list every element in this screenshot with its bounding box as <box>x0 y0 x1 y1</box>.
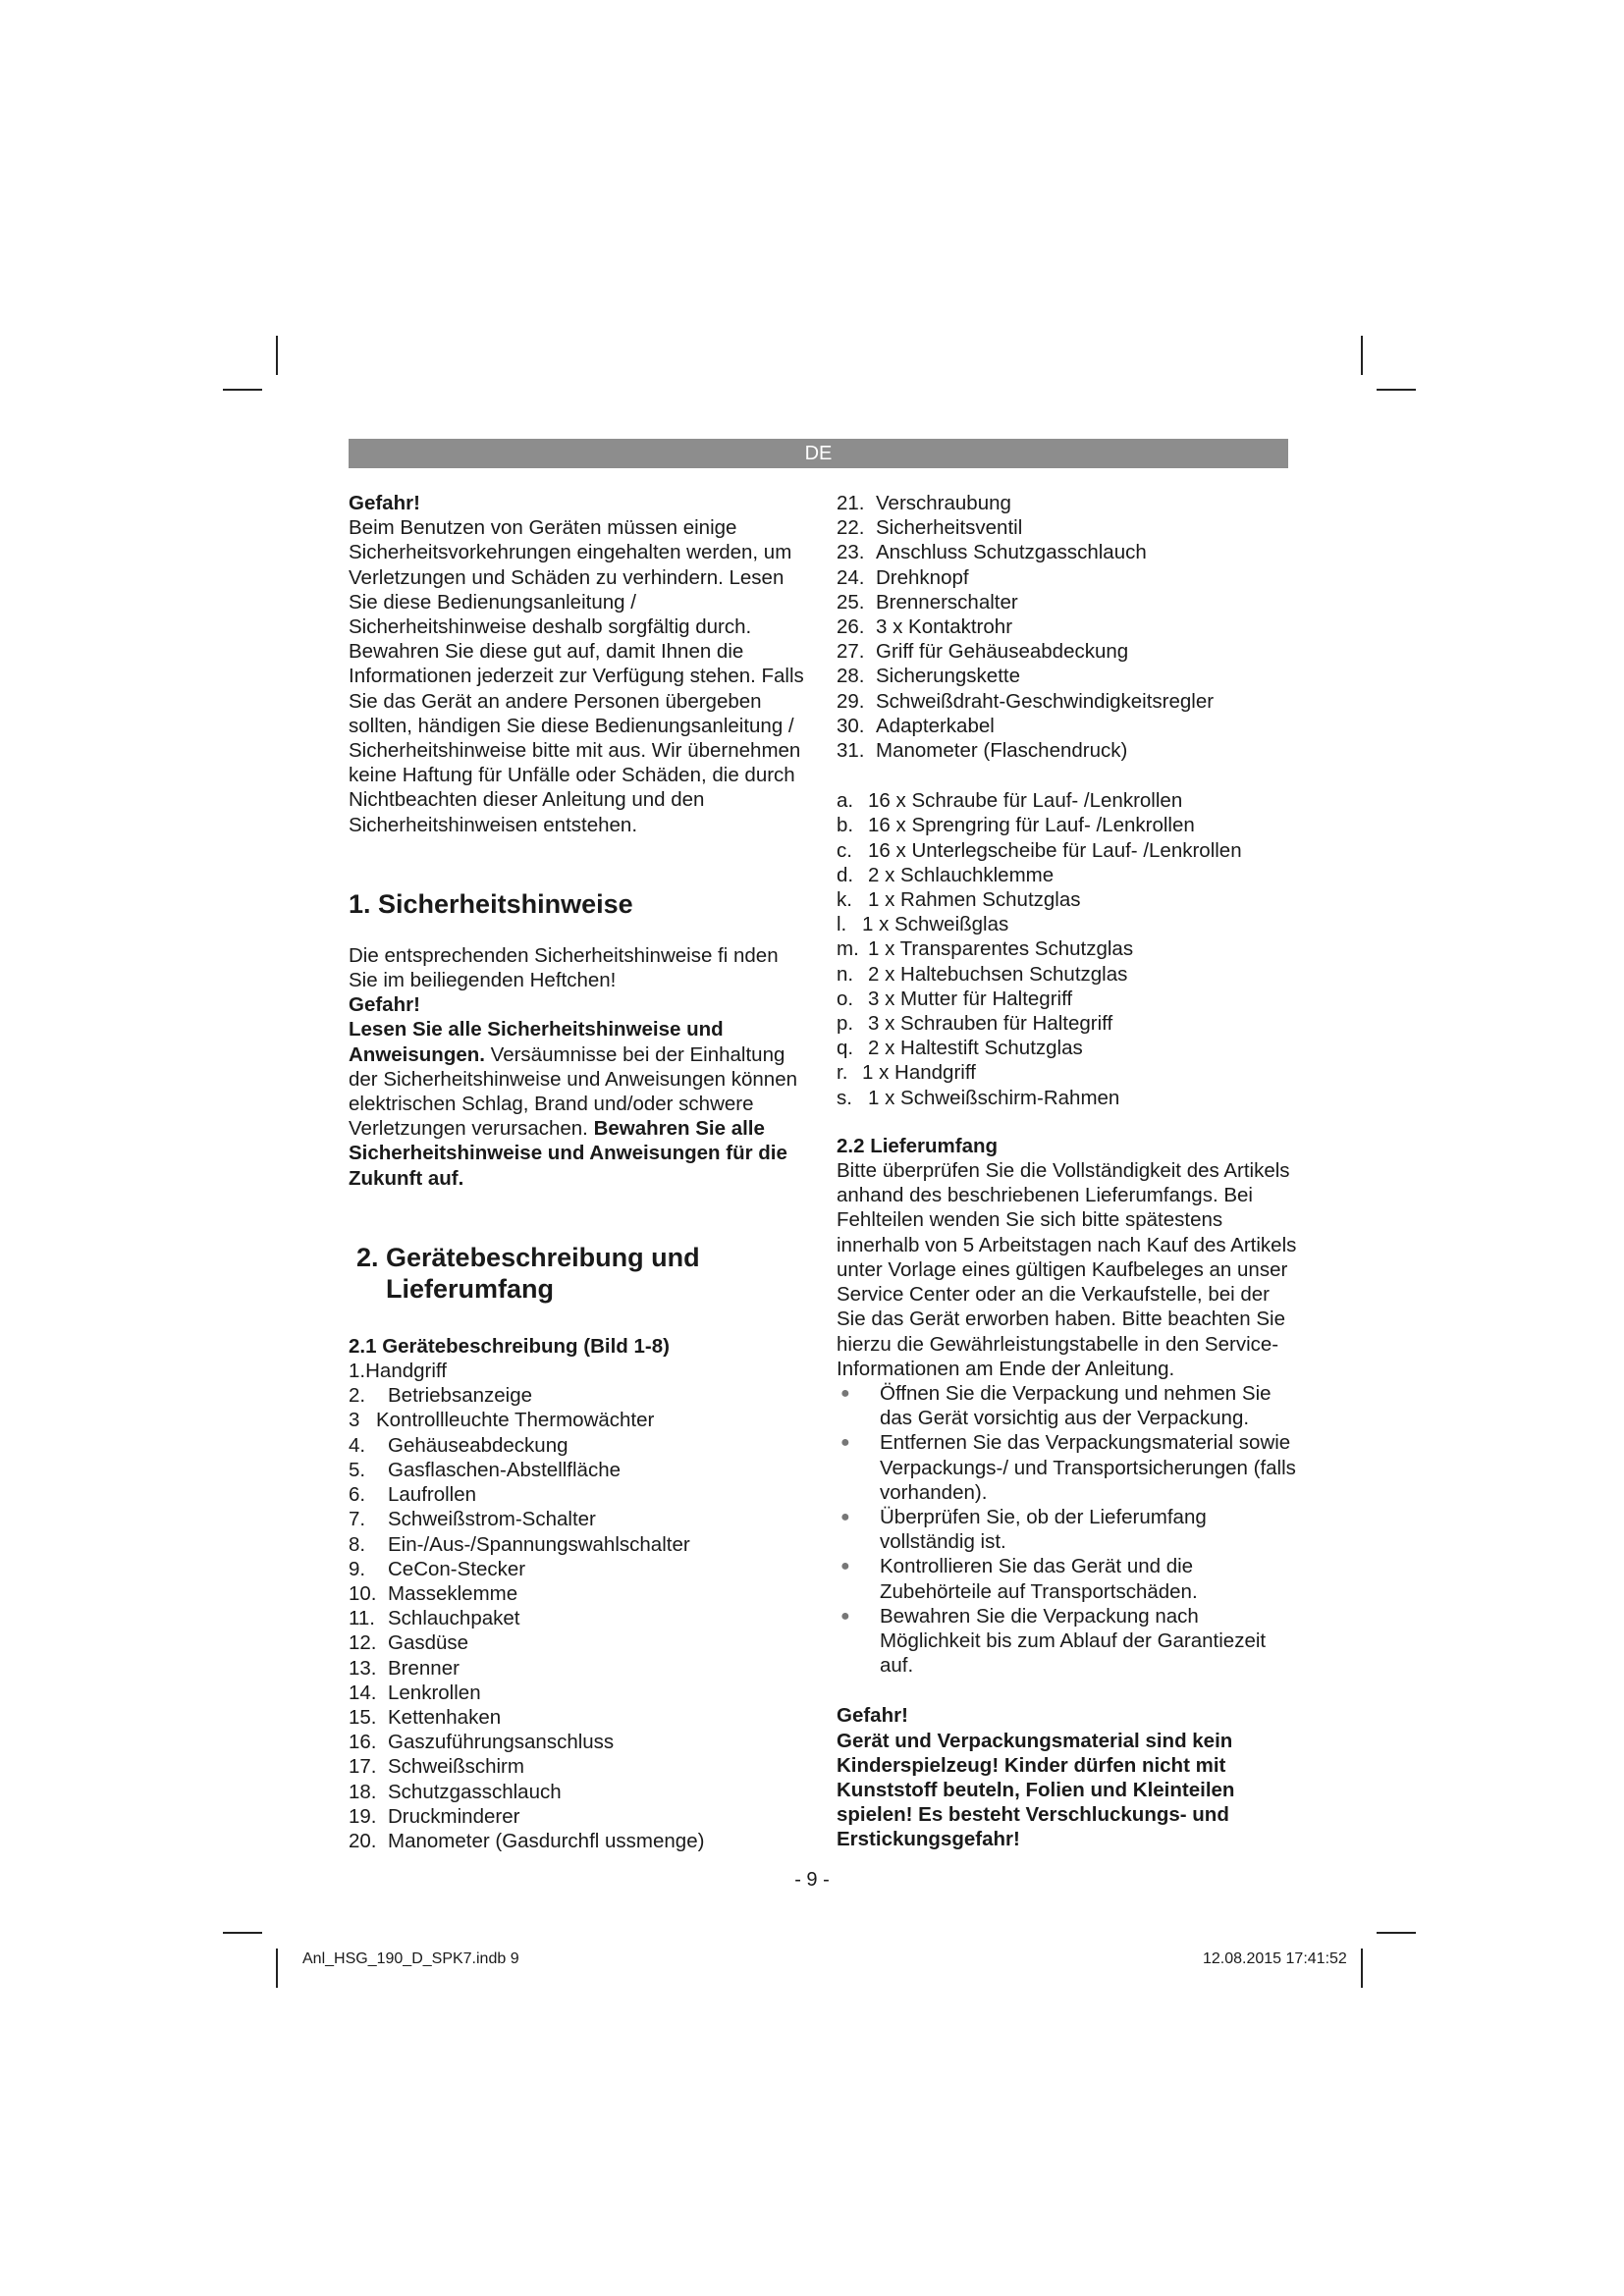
list-item: q. 2 x Haltestift Schutzglas <box>837 1037 1083 1060</box>
list-item: ● Überprüfen Sie, ob der Lieferumfang vollständig ist. <box>837 1505 1298 1554</box>
crop-mark <box>276 1949 278 1988</box>
section-heading-line-1: 2. Gerätebeschreibung und <box>356 1242 700 1272</box>
left-column <box>349 491 810 1853</box>
crop-mark <box>276 336 278 375</box>
list-item: o. 3 x Mutter für Haltegriff <box>837 987 1073 1010</box>
list-item: ● Entfernen Sie das Verpackungsmaterial sowie Verpackungs-/ und Transportsicherungen (falls vorhanden). <box>837 1430 1298 1505</box>
bullet-icon: ● <box>840 1607 850 1625</box>
list-item: 15. Kettenhaken <box>349 1705 502 1729</box>
list-item: a. 16 x Schraube für Lauf- /Lenkrollen <box>837 789 1183 813</box>
footer-filename: Anl_HSG_190_D_SPK7.indb 9 <box>302 1950 519 1967</box>
list-item: l. 1 x Schweißglas <box>837 913 1009 936</box>
list-item: 21. Verschraubung <box>837 492 1011 514</box>
parts-list-continued <box>837 491 1298 763</box>
delivery-text: Bitte überprüfen Sie die Vollständigkeit des Artikels anhand des beschriebenen Lieferumfangs. Bei Fehlteilen wenden Sie sich bitte spätestens innerhalb von 5 Arbeitstagen nach Kauf des Artikels unter Vorlage eines gültigen Kaufbeleges an unser Service Center oder an die Verkaufstelle, bei der Sie das Gerät erworben haben. Bitte beachten Sie hierzu die Gewährleistungstabelle in den Service-Informationen am Ende der Anleitung. <box>837 1159 1297 1380</box>
section-heading-description <box>349 1242 810 1305</box>
list-item: n. 2 x Haltebuchsen Schutzglas <box>837 962 1128 986</box>
crop-mark <box>1377 389 1416 391</box>
list-item: s. 1 x Schweißschirm-Rahmen <box>837 1086 1120 1109</box>
list-item: r. 1 x Handgriff <box>837 1061 976 1085</box>
list-item: k. 1 x Rahmen Schutzglas <box>837 888 1081 912</box>
list-item: 5. Gasflaschen-Abstellfläche <box>349 1458 622 1481</box>
list-item: 25. Brennerschalter <box>837 590 1018 614</box>
list-item: 16. Gaszuführungsanschluss <box>349 1731 615 1754</box>
warning-bold-lead: Lesen Sie alle Sicherheitshinweise und Anweisungen. <box>349 1018 724 1066</box>
list-item: 18. Schutzgasschlauch <box>349 1780 562 1803</box>
danger-text: Beim Benutzen von Geräten müssen einige Sicherheitsvorkehrungen eingehalten werden, um Verletzungen und Schäden zu verhindern. Lesen Sie diese Bedienungsanleitung / Sicherheitshinweise deshalb sorgfältig durch. Bewahren Sie diese gut auf, damit Ihnen die Informationen jederzeit zur Verfügung stehen. Falls Sie das Gerät an andere Personen übergeben sollten, händigen Sie diese Bedienungsanleitung / Sicherheitshinweise bitte mit aus. Wir übernehmen keine Haftung für Unfälle oder Schäden, die durch Nichtbeachten dieser Anleitung und den Sicherheitshinweisen entstehen. <box>349 516 804 836</box>
list-item: ● Kontrollieren Sie das Gerät und die Zubehörteile auf Transportschäden. <box>837 1554 1298 1603</box>
list-item: 10. Masseklemme <box>349 1581 518 1605</box>
list-item: 22. Sicherheitsventil <box>837 516 1023 540</box>
list-item: 26. 3 x Kontaktrohr <box>837 615 1013 639</box>
danger-title: Gefahr! <box>349 492 420 514</box>
danger-title: Gefahr! <box>837 1704 908 1728</box>
list-item: 3 Kontrollleuchte Thermowächter <box>349 1409 655 1432</box>
list-item: 27. Griff für Gehäuseabdeckung <box>837 640 1129 664</box>
bullet-icon: ● <box>840 1384 850 1402</box>
list-item: 19. Druckminderer <box>349 1804 520 1828</box>
crop-mark <box>223 389 262 391</box>
danger-text-bold: Gerät und Verpackungsmaterial sind kein Kinderspielzeug! Kinder dürfen nicht mit Kunststoff beuteln, Folien und Kleinteilen spielen! Es besteht Verschluckungs- und Erstickungsgefahr! <box>837 1729 1235 1851</box>
right-column <box>837 491 1298 1852</box>
list-item: 12. Gasdüse <box>349 1631 469 1655</box>
list-item: 13. Brenner <box>349 1656 460 1680</box>
list-item: 30. Adapterkabel <box>837 714 995 737</box>
warning-bold-tail: Bewahren Sie alle Sicherheitshinweise und Anweisungen für die Zukunft auf. <box>349 1117 787 1190</box>
safety-warning-paragraph <box>349 1017 810 1190</box>
parts-list <box>349 1359 810 1853</box>
crop-mark <box>223 1932 262 1934</box>
crop-mark <box>1361 1949 1363 1988</box>
bullet-icon: ● <box>840 1508 850 1525</box>
list-item: 7. Schweißstrom-Schalter <box>349 1508 596 1531</box>
list-item: 20. Manometer (Gasdurchfl ussmenge) <box>349 1829 705 1852</box>
danger-title: Gefahr! <box>349 993 420 1017</box>
list-item: 9. CeCon-Stecker <box>349 1557 526 1580</box>
accessories-list <box>837 788 1298 1110</box>
list-item: 29. Schweißdraht-Geschwindigkeitsregler <box>837 689 1215 713</box>
list-item: 17. Schweißschirm <box>349 1755 524 1779</box>
unpacking-bullet-list <box>837 1381 1298 1678</box>
list-item: 4. Gehäuseabdeckung <box>349 1433 568 1457</box>
list-item: 14. Lenkrollen <box>349 1681 481 1704</box>
section-heading-line-2: Lieferumfang <box>386 1273 555 1304</box>
language-header-bar <box>349 439 1288 468</box>
crop-mark <box>1361 336 1363 375</box>
list-item: m. 1 x Transparentes Schutzglas <box>837 937 1134 961</box>
warning-text: Versäumnisse bei der Einhaltung der Sicherheitshinweise und Anweisungen können elektrischen Schlag, Brand und/oder schwere Verletzungen verursachen. <box>349 1042 798 1141</box>
list-item: p. 3 x Schrauben für Haltegriff <box>837 1012 1113 1036</box>
crop-mark <box>1377 1932 1416 1934</box>
section-heading-safety: 1. Sicherheitshinweise <box>349 888 633 919</box>
footer-datetime: 12.08.2015 17:41:52 <box>1203 1950 1347 1967</box>
bullet-icon: ● <box>840 1434 850 1452</box>
subsection-heading-parts: 2.1 Gerätebeschreibung (Bild 1-8) <box>349 1334 670 1358</box>
language-label: DE <box>804 443 833 464</box>
list-item: 28. Sicherungskette <box>837 665 1021 688</box>
list-item: 24. Drehknopf <box>837 565 969 589</box>
list-item: d. 2 x Schlauchklemme <box>837 863 1055 886</box>
list-item: 31. Manometer (Flaschendruck) <box>837 739 1128 763</box>
list-item: b. 16 x Sprengring für Lauf- /Lenkrollen <box>837 814 1195 837</box>
bullet-icon: ● <box>840 1558 850 1575</box>
subsection-heading-delivery: 2.2 Lieferumfang <box>837 1134 999 1157</box>
list-item: 6. Laufrollen <box>349 1483 477 1507</box>
list-item: 8. Ein-/Aus-/Spannungswahlschalter <box>349 1532 690 1556</box>
list-item: 23. Anschluss Schutzgasschlauch <box>837 541 1147 564</box>
page-number: - 9 - <box>794 1869 830 1891</box>
list-item: ● Bewahren Sie die Verpackung nach Möglichkeit bis zum Ablauf der Garantiezeit auf. <box>837 1604 1298 1679</box>
list-item: 11. Schlauchpaket <box>349 1607 520 1630</box>
list-item: c. 16 x Unterlegscheibe für Lauf- /Lenkrollen <box>837 838 1242 862</box>
safety-text: Die entsprechenden Sicherheitshinweise fi nden Sie im beiliegenden Heftchen! <box>349 943 779 992</box>
list-item: 2. Betriebsanzeige <box>349 1384 533 1408</box>
list-item: 1. Handgriff <box>349 1360 447 1383</box>
list-item: ● Öffnen Sie die Verpackung und nehmen Sie das Gerät vorsichtig aus der Verpackung. <box>837 1381 1298 1430</box>
